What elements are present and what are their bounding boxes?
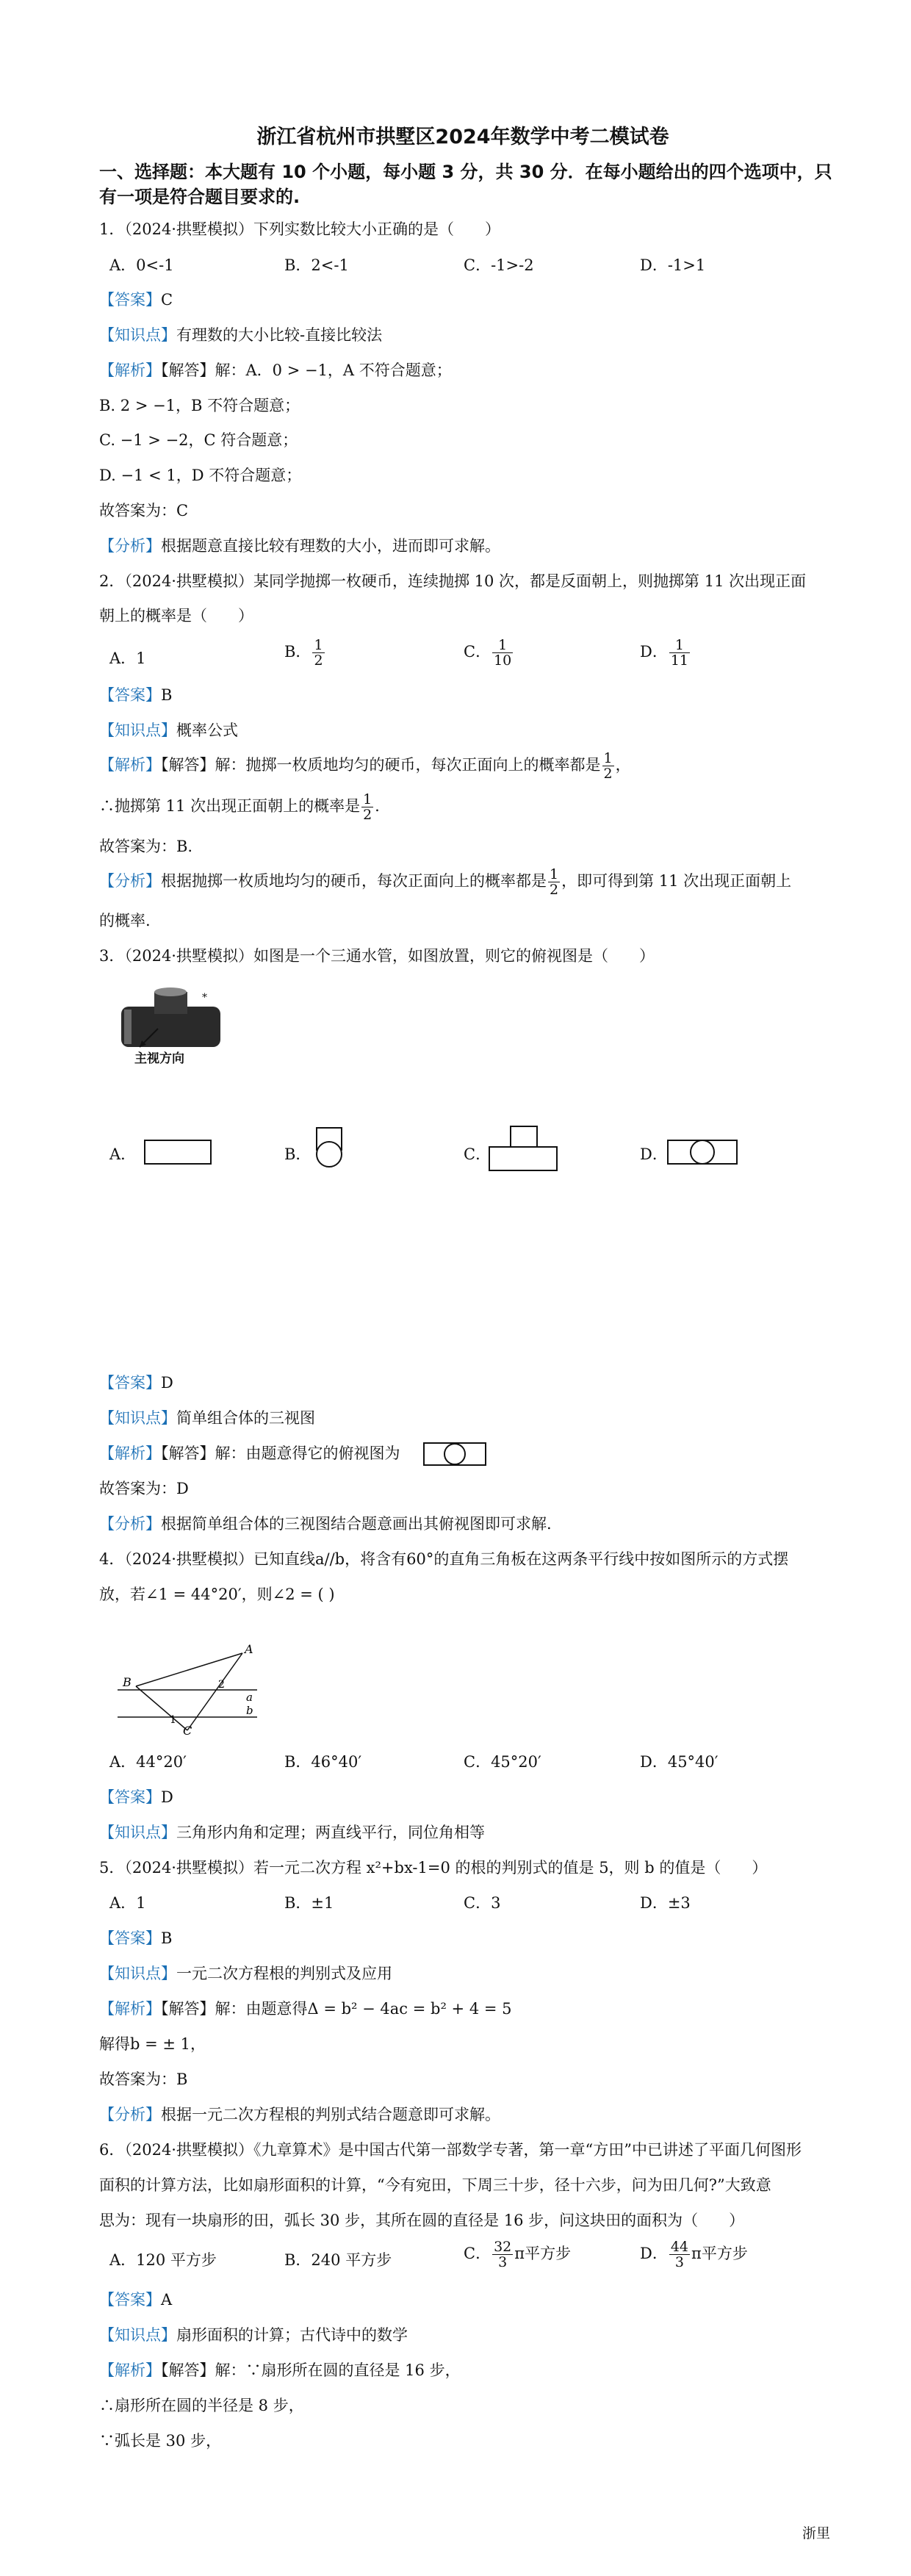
q3-knowledge: 【知识点】简单组合体的三视图 (99, 1409, 315, 1427)
q2-answer: 【答案】B (99, 686, 173, 704)
q3-option-d-shape (666, 1137, 740, 1167)
q4-option-d: D．45°40′ (640, 1753, 719, 1771)
q2-conclusion: 故答案为：B. (99, 838, 193, 855)
section-heading-cont: 有一项是符合题目要求的. (99, 187, 300, 207)
q3-option-a-shape (143, 1137, 214, 1167)
q1-option-c: C．-1>-2 (464, 256, 534, 274)
q3-option-d: D． (640, 1145, 668, 1163)
q6-stem-2: 面积的计算方法，比如扇形面积的计算，“今有宛田，下周三十步，径十六步，问为田几何?”大致意 (99, 2176, 771, 2194)
label-A: A (245, 1642, 253, 1656)
section-heading: 一、选择题：本大题有 10 个小题，每小题 3 分，共 30 分．在每小题给出的四个选项中，只 (99, 162, 832, 182)
q6-analysis: 【解析】【解答】解：∵扇形所在圆的直径是 16 步， (99, 2361, 461, 2379)
label-b: b (246, 1704, 253, 1717)
q6-stem: 6．（2024·拱墅模拟）《九章算术》是中国古代第一部数学专著，第一章“方田”中已讲述了平面几何图形 (99, 2141, 802, 2159)
q2-knowledge: 【知识点】概率公式 (99, 722, 238, 739)
q1-analysis: 【解析】【解答】解：A．0 > −1，A 不符合题意； (99, 361, 452, 379)
svg-text:*: * (202, 992, 207, 1004)
q2-stem: 2．（2024·拱墅模拟）某同学抛掷一枚硬币，连续抛掷 10 次，都是反面朝上，则抛掷第 11 次出现正面 (99, 572, 807, 590)
q1-analysis-d: D. −1 < 1，D 不符合题意； (99, 467, 302, 484)
q1-answer: 【答案】C (99, 291, 173, 309)
pipe-label: 主视方向 (134, 1051, 184, 1066)
page-title: 浙江省杭州市拱墅区2024年数学中考二模试卷 (256, 126, 669, 148)
q3-option-b-shape (311, 1126, 348, 1171)
label-a: a (246, 1691, 253, 1704)
q2-option-d: D． $\frac{1}{11}$ (640, 637, 689, 669)
q3-option-a: A． (109, 1145, 137, 1163)
q4-knowledge: 【知识点】三角形内角和定理；两直线平行，同位角相等 (99, 1824, 485, 1841)
q5-option-d: D．±3 (640, 1894, 691, 1912)
q3-option-c: C． (464, 1145, 491, 1163)
q2-analysis: 【解析】【解答】解：抛掷一枚质地均匀的硬币，每次正面向上的概率都是 $\frac{1}{2}$ ， (99, 750, 631, 782)
q6-option-d: D． $\frac{44}{3}$ π平方步 (640, 2239, 748, 2270)
parallel-lines-figure (114, 1635, 261, 1738)
q6-option-c: C． $\frac{32}{3}$ π平方步 (464, 2239, 572, 2270)
q1-option-a: A．0<-1 (109, 256, 174, 274)
q3-stem: 3．（2024·拱墅模拟）如图是一个三通水管，如图放置，则它的俯视图是（ ） (99, 947, 655, 965)
q3-analysis-shape (422, 1440, 489, 1468)
label-1: 1 (170, 1714, 176, 1726)
q5-knowledge: 【知识点】一元二次方程根的判别式及应用 (99, 1965, 392, 1982)
q5-conclusion: 故答案为：B (99, 2070, 188, 2088)
q5-analysis: 【解析】【解答】解：由题意得Δ = b² − 4ac = b² + 4 = 5 (99, 2000, 512, 2018)
q2-stem-cont: 朝上的概率是（ ） (99, 607, 253, 625)
answer-label: 【答案】 (99, 291, 161, 309)
q6-answer: 【答案】A (99, 2291, 173, 2309)
q6-knowledge: 【知识点】扇形面积的计算；古代诗中的数学 (99, 2326, 408, 2344)
q3-option-c-shape (487, 1124, 561, 1173)
q1-analysis-b: B. 2 > −1，B 不符合题意； (99, 397, 300, 414)
q2-option-c: C． $\frac{1}{10}$ (464, 637, 512, 669)
q5-option-c: C．3 (464, 1894, 501, 1912)
q4-option-c: C．45°20′ (464, 1753, 541, 1771)
q6-option-a: A．120 平方步 (109, 2251, 217, 2269)
q3-fenxi: 【分析】根据简单组合体的三视图结合题意画出其俯视图即可求解. (99, 1515, 552, 1533)
q2-fenxi-cont: 的概率. (99, 912, 151, 929)
q1-knowledge: 【知识点】有理数的大小比较-直接比较法 (99, 326, 383, 344)
label-C: C (183, 1724, 192, 1738)
q3-analysis: 【解析】【解答】解：由题意得它的俯视图为 (99, 1444, 400, 1462)
q1-option-b: B．2<-1 (284, 256, 349, 274)
q3-conclusion: 故答案为：D (99, 1480, 189, 1497)
label-B: B (123, 1675, 132, 1689)
page-footer: 浙里 (802, 2525, 830, 2541)
q2-fenxi: 【分析】根据抛掷一枚质地均匀的硬币，每次正面向上的概率都是 $\frac{1}{2}$ ，即可得到第 11 次出现正面朝上 (99, 866, 792, 898)
q6-analysis-2: ∴扇形所在圆的半径是 8 步， (99, 2397, 304, 2414)
q2-option-a: A．1 (109, 650, 146, 667)
q2-option-b: B． $\frac{1}{2}$ (284, 637, 323, 669)
q5-answer: 【答案】B (99, 1929, 173, 1947)
q4-stem: 4．（2024·拱墅模拟）已知直线a//b，将含有60°的直角三角板在这两条平行线中按如图所示的方式摆 (99, 1550, 789, 1568)
q1-fenxi: 【分析】根据题意直接比较有理数的大小，进而即可求解。 (99, 537, 500, 555)
q6-stem-3: 思为：现有一块扇形的田，弧长 30 步，其所在圆的直径是 16 步，问这块田的面积为（ ） (99, 2212, 745, 2229)
q5-stem: 5．（2024·拱墅模拟）若一元二次方程 x²+bx-1=0 的根的判别式的值是 5，则 b 的值是（ ） (99, 1859, 768, 1877)
knowledge-label: 【知识点】 (99, 326, 176, 344)
q1-conclusion: 故答案为：C (99, 502, 189, 519)
q4-stem-cont: 放，若∠1 = 44°20′，则∠2 = ( ) (99, 1586, 335, 1603)
q1-analysis-c: C. −1 > −2，C 符合题意； (99, 431, 298, 449)
q3-option-b: B． (284, 1145, 312, 1163)
q5-option-a: A．1 (109, 1894, 146, 1912)
label-2: 2 (218, 1679, 225, 1691)
q5-option-b: B．±1 (284, 1894, 334, 1912)
q6-option-b: B．240 平方步 (284, 2251, 392, 2269)
q4-option-a: A．44°20′ (109, 1753, 187, 1771)
analysis-label: 【解析】 (99, 361, 161, 379)
q2-analysis-2: ∴抛掷第 11 次出现正面朝上的概率是 $\frac{1}{2}$ . (99, 791, 380, 823)
q3-answer: 【答案】D (99, 1374, 173, 1392)
q4-option-b: B．46°40′ (284, 1753, 362, 1771)
q5-fenxi: 【分析】根据一元二次方程根的判别式结合题意即可求解。 (99, 2106, 500, 2123)
q1-option-d: D．-1>1 (640, 256, 706, 274)
q1-stem: 1．（2024·拱墅模拟）下列实数比较大小正确的是（ ） (99, 220, 500, 238)
q6-analysis-3: ∵弧长是 30 步， (99, 2432, 222, 2450)
q4-answer: 【答案】D (99, 1788, 173, 1806)
fenxi-label: 【分析】 (99, 537, 161, 555)
q5-solve: 解得b = ± 1， (99, 2035, 206, 2053)
